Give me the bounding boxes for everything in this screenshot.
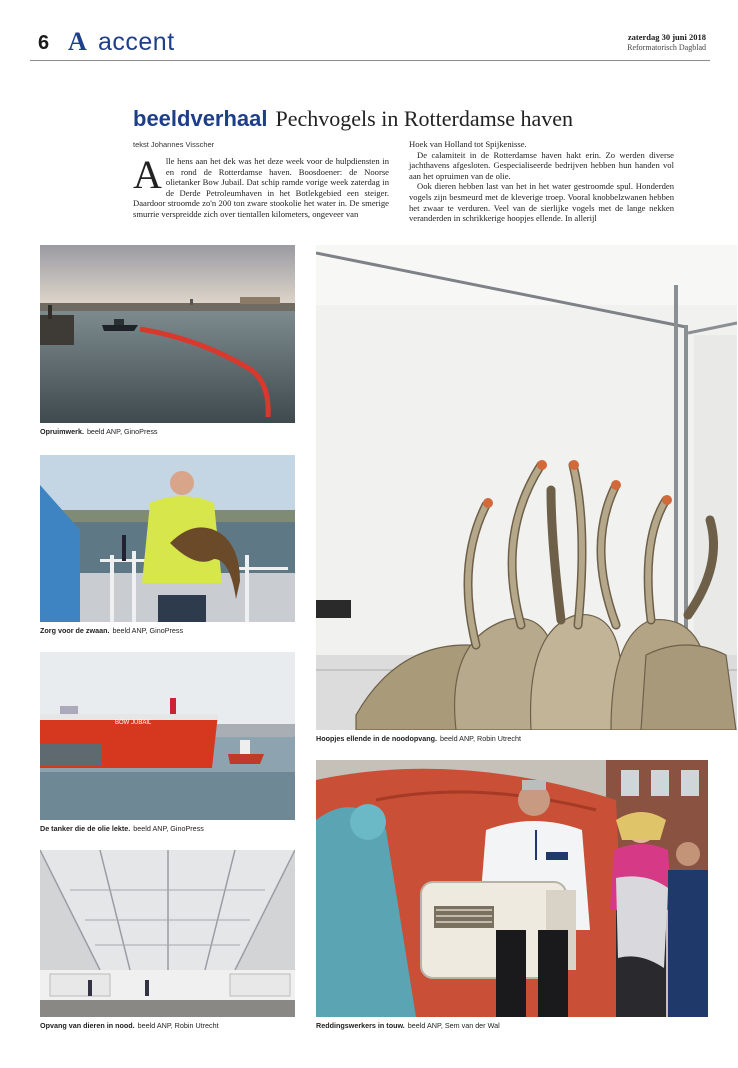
photo-cleanup [40,245,295,423]
caption-shelter [40,1021,219,1030]
photo-swan-care [40,455,295,622]
photo-rescue-workers [316,760,708,1017]
caption-credit: beeld ANP, Robin Utrecht [440,734,521,743]
caption-credit: beeld ANP, GinoPress [133,824,204,833]
headline-kicker: beeldverhaal [133,106,268,131]
caption-tanker [40,824,204,833]
column-1-text: lle hens aan het dek was het deze week voor de hulpdiensten in en rond de Rotterdamse haven. Boosdoener: de Noorse olietanker Bow Jubail. Dat schip ramde vorige week zaterdag in de Derde Petroleumhaven in het Botlekgebied een steiger. Daardoor stroomde zo'n 200 ton zware stookolie het water in. De smerige smurrie verspreidde zich over tientallen kilometers, ongeveer van [133,156,389,219]
photo-tanker [40,652,295,820]
caption-title: Opruimwerk. [40,427,84,436]
caption-title: De tanker die de olie lekte. [40,824,131,833]
newspaper-logo: A [68,27,87,56]
byline: tekst Johannes Visscher [133,140,215,149]
section-title: accent [98,28,175,56]
newspaper-name: Reformatorisch Dagblad [627,43,706,52]
caption-title: Reddingswerkers in touw. [316,1021,405,1030]
caption-credit: beeld ANP, GinoPress [112,626,184,635]
article-headline [133,106,573,132]
caption-swan-care [40,626,183,635]
column-2-para-2: De calamiteit in de Rotterdamse haven hakt erin. Zo werden diverse jachthavens afgesloten. Gespecialiseerde bedrijven hebben hun handen vol aan het opruimen van de olie. [409,149,674,181]
caption-credit: beeld ANP, GinoPress [86,427,158,436]
photo-shelter-tent [40,850,295,1017]
caption-swans [316,734,521,743]
column-2-para-1: Hoek van Holland tot Spijkenisse. [409,139,527,149]
caption-credit: beeld ANP, Sem van der Wal [407,1021,500,1030]
article-column-2 [409,139,674,224]
ship-name: BOW JUBAIL [115,720,152,726]
caption-title: Opvang van dieren in nood. [40,1021,135,1030]
page-number: 6 [38,32,50,54]
caption-credit: beeld ANP, Robin Utrecht [137,1021,219,1030]
headline-title: Pechvogels in Rotterdamse haven [275,106,574,131]
caption-cleanup [40,427,158,436]
column-2-para-3: Ook dieren hebben last van het in het water gestroomde spul. Honderden vogels zijn besmeurd met de kleverige troep. Vooral knobbelzwanen hebben het zwaar te verduren. Veel van de sierlijke vogels met de lange nekken veranderden in schrikkerige hoopjes ellende. In allerijl [409,181,674,224]
caption-title: Hoopjes ellende in de noodopvang. [316,734,437,743]
caption-title: Zorg voor de zwaan. [40,626,110,635]
article-column-1 [133,152,389,220]
caption-rescue [316,1021,500,1030]
masthead [30,26,710,61]
photo-swans [316,245,737,730]
drop-cap: A [133,152,162,197]
issue-date: zaterdag 30 juni 2018 [627,32,706,42]
